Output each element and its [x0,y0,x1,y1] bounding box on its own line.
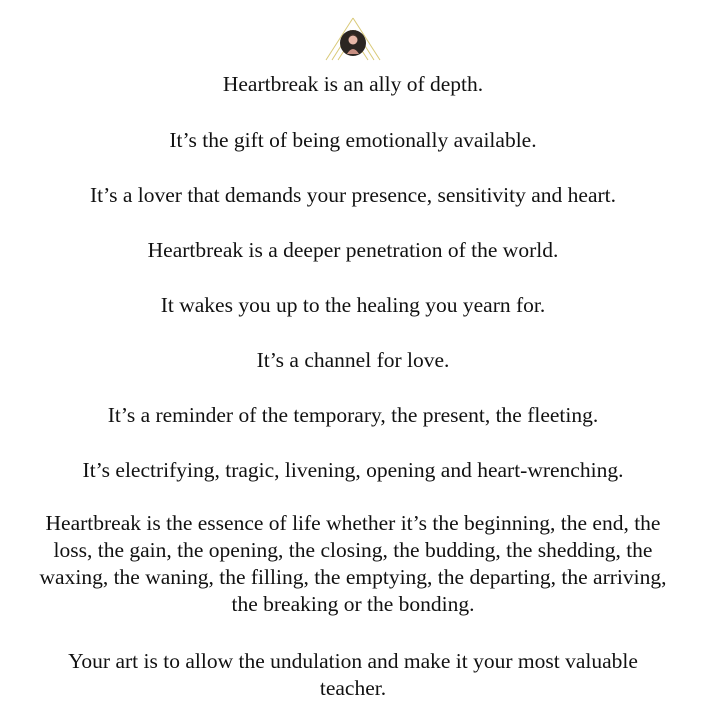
quote-line-5: It wakes you up to the healing you yearn for. [160,293,546,317]
paragraph-9-line-1: Heartbreak is the essence of life whether it’s the beginning, the end, the [45,511,661,535]
avatar-emblem-icon [320,16,386,64]
quote-line-1: Heartbreak is an ally of depth. [222,72,484,96]
quote-line-6: It’s a channel for love. [256,348,450,372]
quote-line-3: It’s a lover that demands your presence, sensitivity and heart. [90,183,616,207]
quote-line-8: It’s electrifying, tragic, livening, opening and heart-wrenching. [82,458,624,482]
quote-line-2: It’s the gift of being emotionally available. [169,128,537,152]
paragraph-9-line-4: the breaking or the bonding. [231,592,475,616]
paragraph-10-line-1: Your art is to allow the undulation and make it your most valuable [68,649,638,673]
paragraph-9-line-2: loss, the gain, the opening, the closing, the budding, the shedding, the [53,538,653,562]
paragraph-10-line-2: teacher. [319,676,387,700]
paragraph-9-line-3: waxing, the waning, the filling, the emptying, the departing, the arriving, [39,565,667,589]
quote-line-7: It’s a reminder of the temporary, the present, the fleeting. [107,403,599,427]
quote-line-4: Heartbreak is a deeper penetration of the world. [147,238,559,262]
